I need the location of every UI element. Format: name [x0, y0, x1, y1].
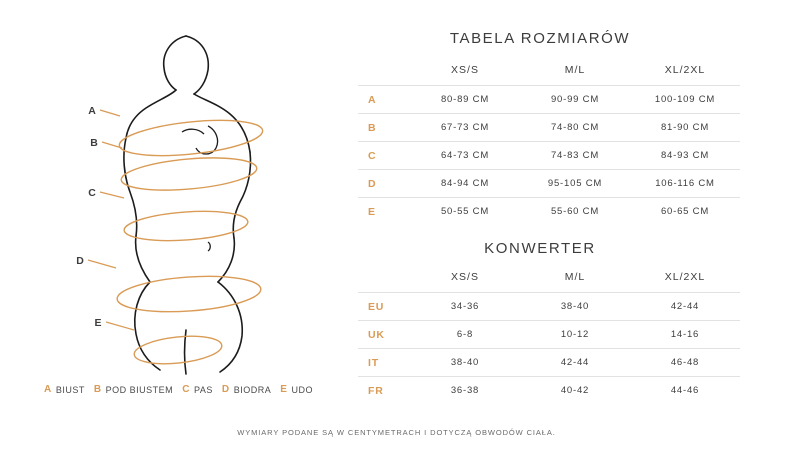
- table-row: [358, 321, 740, 349]
- converter-table: [358, 265, 740, 404]
- converter-col-xl-2xl: XL/2XL: [664, 271, 706, 283]
- figure-marker-d: D: [76, 255, 84, 267]
- legend-key-e: E: [280, 384, 288, 395]
- legend-item-b: [94, 384, 173, 395]
- converter-fr-xs-s: 36-38: [410, 377, 520, 405]
- sizes-col-m-l: M/L: [564, 64, 586, 76]
- sizes-row-key-a: A: [358, 86, 410, 114]
- converter-eu-m-l: 38-40: [520, 293, 630, 321]
- body-illustration-panel: [0, 0, 340, 452]
- sizes-header-row: [358, 58, 740, 86]
- sizes-b-xs-s: 67-73 CM: [410, 114, 520, 142]
- table-row: [358, 170, 740, 198]
- legend-label-c: PAS: [194, 384, 213, 395]
- converter-row-key-it: IT: [358, 349, 410, 377]
- converter-col-corner: [358, 265, 410, 293]
- female-body-figure: [58, 30, 308, 380]
- legend-item-e: [280, 384, 313, 395]
- sizes-c-xl-2xl: 84-93 CM: [630, 142, 740, 170]
- table-row: [358, 114, 740, 142]
- legend-label-a: BIUST: [55, 384, 85, 395]
- converter-table-body: [358, 293, 740, 405]
- sizes-col-xs-s: XS/S: [451, 64, 479, 76]
- figure-svg: [58, 30, 308, 380]
- sizes-a-xl-2xl: 100-109 CM: [630, 86, 740, 114]
- legend-item-d: [222, 384, 271, 395]
- sizes-e-xl-2xl: 60-65 CM: [630, 198, 740, 226]
- sizes-row-key-c: C: [358, 142, 410, 170]
- converter-it-xl-2xl: 46-48: [630, 349, 740, 377]
- footnote: WYMIARY PODANE SĄ W CENTYMETRACH I DOTYCZĄ OBWODÓW CIAŁA.: [237, 428, 556, 437]
- legend-label-d: BIODRA: [233, 384, 272, 395]
- legend-item-c: [182, 384, 213, 395]
- legend-label-b: POD BIUSTEM: [105, 384, 174, 395]
- converter-uk-xl-2xl: 14-16: [630, 321, 740, 349]
- legend-item-a: [44, 384, 85, 395]
- converter-col-m-l: M/L: [564, 271, 586, 283]
- sizes-a-xs-s: 80-89 CM: [410, 86, 520, 114]
- sizes-e-m-l: 55-60 CM: [520, 198, 630, 226]
- sizes-col-corner: [358, 58, 410, 86]
- converter-fr-m-l: 40-42: [520, 377, 630, 405]
- table-row: [358, 349, 740, 377]
- converter-row-key-fr: FR: [358, 377, 410, 405]
- converter-uk-m-l: 10-12: [520, 321, 630, 349]
- legend-key-a: A: [44, 384, 52, 395]
- table-row: [358, 86, 740, 114]
- sizes-table-head: [358, 58, 740, 86]
- sizes-col-xl-2xl: XL/2XL: [664, 64, 706, 76]
- table-row: [358, 198, 740, 226]
- converter-col-xs-s: XS/S: [451, 271, 479, 283]
- sizes-row-key-e: E: [358, 198, 410, 226]
- legend-label-e: UDO: [291, 384, 313, 395]
- figure-marker-b: B: [90, 137, 98, 149]
- sizes-b-m-l: 74-80 CM: [520, 114, 630, 142]
- sizes-table-body: [358, 86, 740, 226]
- sizes-e-xs-s: 50-55 CM: [410, 198, 520, 226]
- legend-key-b: B: [93, 384, 102, 395]
- converter-table-title: KONWERTER: [484, 240, 596, 257]
- converter-fr-xl-2xl: 44-46: [630, 377, 740, 405]
- sizes-d-xs-s: 84-94 CM: [410, 170, 520, 198]
- sizes-table-title: TABELA ROZMIARÓW: [449, 30, 631, 47]
- converter-table-head: [358, 265, 740, 293]
- sizes-row-key-d: D: [358, 170, 410, 198]
- sizes-c-xs-s: 64-73 CM: [410, 142, 520, 170]
- sizes-b-xl-2xl: 81-90 CM: [630, 114, 740, 142]
- converter-eu-xl-2xl: 42-44: [630, 293, 740, 321]
- sizes-d-m-l: 95-105 CM: [520, 170, 630, 198]
- converter-it-xs-s: 38-40: [410, 349, 520, 377]
- legend: [44, 384, 334, 395]
- sizes-d-xl-2xl: 106-116 CM: [630, 170, 740, 198]
- sizes-table: [358, 58, 740, 225]
- figure-marker-a: A: [88, 105, 96, 117]
- table-row: [358, 293, 740, 321]
- legend-key-c: C: [182, 384, 191, 395]
- sizes-a-m-l: 90-99 CM: [520, 86, 630, 114]
- tables-panel: [340, 0, 793, 452]
- converter-eu-xs-s: 34-36: [410, 293, 520, 321]
- table-row: [358, 142, 740, 170]
- sizes-c-m-l: 74-83 CM: [520, 142, 630, 170]
- converter-row-key-eu: EU: [358, 293, 410, 321]
- figure-marker-e: E: [94, 317, 102, 329]
- figure-marker-c: C: [88, 187, 96, 199]
- converter-it-m-l: 42-44: [520, 349, 630, 377]
- sizes-row-key-b: B: [358, 114, 410, 142]
- converter-row-key-uk: UK: [358, 321, 410, 349]
- table-row: [358, 377, 740, 405]
- converter-uk-xs-s: 6-8: [410, 321, 520, 349]
- converter-header-row: [358, 265, 740, 293]
- legend-key-d: D: [221, 384, 230, 395]
